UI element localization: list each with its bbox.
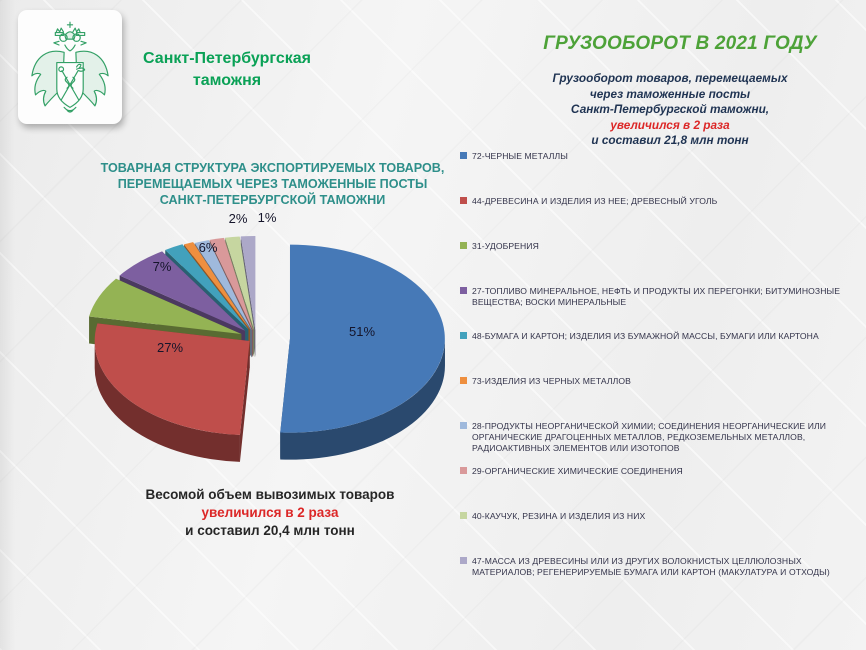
note-highlight: увеличился в 2 раза (201, 505, 339, 520)
note-line: Весомой объем вывозимых товаров (145, 487, 395, 502)
legend-item-3 (460, 286, 842, 331)
chart-title: ТОВАРНАЯ СТРУКТУРА ЭКСПОРТИРУЕМЫХ ТОВАРОВ, ПЕРЕМЕЩАЕМЫХ ЧЕРЕЗ ТАМОЖЕННЫЕ ПОСТЫ САНКТ-ПЕТЕРБУРГСКОЙ ТАМОЖНИ (100, 161, 445, 207)
legend-label: 47-МАССА ИЗ ДРЕВЕСИНЫ ИЛИ ИЗ ДРУГИХ ВОЛОКНИСТЫХ ЦЕЛЛЮЛОЗНЫХ МАТЕРИАЛОВ; РЕГЕНЕРИРУЕМЫЕ БУМАГА ИЛИ КАРТОН (МАКУЛАТУРА И ОТХОДЫ) (472, 556, 830, 577)
legend-label: 44-ДРЕВЕСИНА И ИЗДЕЛИЯ ИЗ НЕЕ; ДРЕВЕСНЫЙ УГОЛЬ (472, 196, 718, 206)
legend-item-0 (460, 151, 842, 196)
legend-label: 29-ОРГАНИЧЕСКИЕ ХИМИЧЕСКИЕ СОЕДИНЕНИЯ (472, 466, 683, 476)
note-line: и составил 20,4 млн тонн (185, 523, 355, 538)
pie-label: 27% (156, 340, 184, 355)
chart-legend (460, 151, 842, 601)
legend-swatch-icon (460, 377, 467, 384)
customs-logo (18, 10, 122, 124)
org-title-line: Санкт-Петербургская (143, 50, 311, 67)
summary-line: Грузооборот товаров, перемещаемых (552, 71, 788, 85)
legend-swatch-icon (460, 197, 467, 204)
legend-item-5 (460, 376, 842, 421)
legend-item-9 (460, 556, 842, 601)
legend-item-6 (460, 421, 842, 466)
legend-label: 27-ТОПЛИВО МИНЕРАЛЬНОЕ, НЕФТЬ И ПРОДУКТЫ ИХ ПЕРЕГОНКИ; БИТУМИНОЗНЫЕ ВЕЩЕСТВА; ВОСКИ МИНЕРАЛЬНЫЕ (472, 286, 841, 307)
cargo-turnover-summary (510, 71, 830, 149)
summary-line: и составил 21,8 млн тонн (591, 133, 749, 148)
pie-label: 1% (257, 210, 277, 225)
legend-swatch-icon (460, 557, 467, 564)
legend-label: 72-ЧЕРНЫЕ МЕТАЛЛЫ (472, 151, 568, 161)
org-title-line: таможня (192, 72, 262, 89)
pie-label: 7% (152, 259, 172, 274)
pie-label: 51% (348, 324, 376, 339)
legend-swatch-icon (460, 467, 467, 474)
legend-label: 28-ПРОДУКТЫ НЕОРГАНИЧЕСКОЙ ХИМИИ; СОЕДИНЕНИЯ НЕОРГАНИЧЕСКИЕ ИЛИ ОРГАНИЧЕСКИЕ ДРАГОЦЕННЫХ МЕТАЛЛОВ, РЕДКОЗЕМЕЛЬНЫХ МЕТАЛЛОВ, РАДИОАКТИВНЫХ ЭЛЕМЕНТОВ ИЛИ ИЗОТОПОВ (472, 421, 826, 453)
cargo-turnover-title: ГРУЗООБОРОТ В 2021 ГОДУ (543, 33, 817, 54)
legend-item-2 (460, 241, 842, 286)
customs-emblem-icon (26, 16, 114, 118)
summary-highlight: увеличился в 2 раза (610, 117, 730, 132)
legend-swatch-icon (460, 512, 467, 519)
legend-swatch-icon (460, 152, 467, 159)
legend-item-8 (460, 511, 842, 556)
legend-label: 48-БУМАГА И КАРТОН; ИЗДЕЛИЯ ИЗ БУМАЖНОЙ МАССЫ, БУМАГИ ИЛИ КАРТОНА (472, 331, 819, 341)
pie-label: 2% (228, 211, 248, 226)
legend-swatch-icon (460, 332, 467, 339)
legend-item-1 (460, 196, 842, 241)
legend-swatch-icon (460, 287, 467, 294)
summary-line: через таможенные посты (589, 86, 751, 101)
legend-label: 73-ИЗДЕЛИЯ ИЗ ЧЕРНЫХ МЕТАЛЛОВ (472, 376, 632, 386)
legend-label: 40-КАУЧУК, РЕЗИНА И ИЗДЕЛИЯ ИЗ НИХ (472, 511, 646, 521)
legend-item-7 (460, 466, 842, 511)
pie-label: 6% (198, 240, 218, 255)
legend-swatch-icon (460, 422, 467, 429)
legend-swatch-icon (460, 242, 467, 249)
legend-item-4 (460, 331, 842, 376)
summary-line: Санкт-Петербургской таможни, (570, 102, 770, 117)
legend-label: 31-УДОБРЕНИЯ (472, 241, 539, 251)
export-volume-note (120, 486, 420, 540)
org-title (122, 48, 332, 92)
pie-chart (38, 204, 493, 484)
